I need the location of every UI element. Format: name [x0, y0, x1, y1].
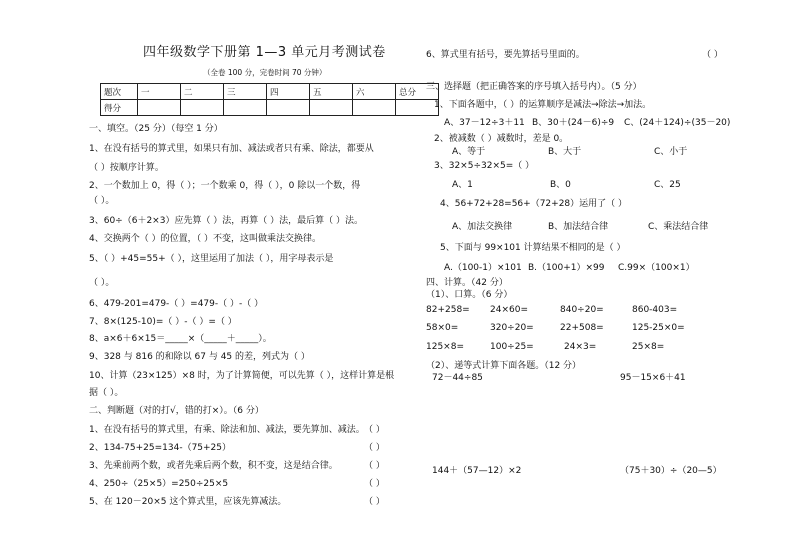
question-text: 6、479-201=479-（ ）=479-（ ）-（ ） — [89, 299, 264, 309]
score-input-cell[interactable] — [353, 100, 396, 116]
option-text: C、(24＋124)÷(35－20) — [624, 118, 731, 128]
answer-paren[interactable]: （ ） — [364, 461, 385, 471]
question-text: （ ）。 — [89, 278, 115, 288]
table-cell: 四 — [267, 84, 310, 100]
oral-item: 320÷20= — [490, 323, 534, 333]
page-title: 四年级数学下册第 1—3 单元月考测试卷 — [143, 45, 386, 60]
question-text: 5、下面与 99×101 计算结果不相同的是（ ） — [440, 243, 626, 253]
option-text: B、30＋(24－6)÷9 — [532, 118, 615, 128]
question-text: 5、在 120－20×5 这个算式里，应该先算减法。 — [89, 497, 287, 507]
step-problem: 144＋（57—12）×2 — [432, 466, 522, 476]
answer-paren[interactable]: （ ） — [364, 479, 385, 489]
question-text: 4、250÷（25×5）=250÷25×5 — [89, 479, 229, 489]
question-text: 1、在没有括号的算式里，如果只有加、减法或者只有乘、除法，都要从 — [89, 144, 374, 154]
option-text: B.（100+1）×99 — [528, 263, 605, 273]
oral-item: 25×8= — [632, 342, 665, 352]
oral-item: 82+258= — [426, 305, 470, 315]
score-input-cell[interactable] — [396, 100, 439, 116]
score-input-cell[interactable] — [181, 100, 224, 116]
option-text: A、1 — [452, 180, 473, 190]
option-text: A、37－12÷3＋11 — [444, 118, 525, 128]
option-text: B、0 — [550, 180, 571, 190]
section-heading: 二、判断题（对的打√，错的打×）。（6 分） — [89, 406, 264, 416]
question-text: （ ）。 — [89, 196, 115, 206]
score-table-header-row — [101, 84, 439, 100]
question-text: 2、一个数加上 0，得（ ）；一个数乘 0，得（ ），0 除以一个数，得 — [89, 181, 361, 191]
question-text: 3、32×5÷32×5=（ ） — [434, 161, 535, 171]
option-text: C.99×（100×1） — [618, 263, 695, 273]
answer-paren[interactable]: （ ） — [364, 443, 385, 453]
oral-item: 125-25×0= — [632, 323, 685, 333]
score-input-cell[interactable] — [267, 100, 310, 116]
question-text: 4、56+72+28=56+（72+28）运用了（ ） — [440, 199, 628, 209]
answer-paren[interactable]: （ ） — [702, 50, 723, 60]
question-text: 4、交换两个（ ）的位置，（ ）不变，这叫做乘法交换律。 — [89, 234, 321, 244]
oral-item: 100÷25= — [490, 342, 534, 352]
oral-item: 22+508= — [560, 323, 604, 333]
oral-item: 58×0= — [426, 323, 459, 333]
section-heading: 四、计算。（42 分） — [426, 278, 508, 288]
section-heading: 三、选择题（把正确答案的序号填入括号内）。（5 分） — [426, 82, 642, 92]
oral-item: 860-403= — [632, 305, 678, 315]
score-input-cell[interactable] — [310, 100, 353, 116]
question-text: 据（ ）。 — [89, 388, 124, 398]
question-text: 5、（ ）+45=55+（ ），这里运用了加法（ ），用字母表示是 — [89, 254, 334, 264]
option-text: B、加法结合律 — [548, 222, 609, 232]
question-text: 6、算式里有括号，要先算括号里面的。 — [426, 50, 585, 60]
question-text: 10、计算（23×125）×8 时，为了计算简便，可以先算（ ），这样计算是根 — [89, 371, 395, 381]
question-text: （ ）按顺序计算。 — [89, 163, 164, 173]
option-text: C、乘法结合律 — [648, 222, 709, 232]
score-table — [100, 83, 439, 116]
question-text: 2、被减数（ ）减数时，差是 0。 — [434, 134, 569, 144]
question-text: 3、60÷（6＋2×3）应先算（ ）法，再算（ ）法，最后算（ ）法。 — [89, 216, 364, 226]
score-input-cell[interactable] — [138, 100, 181, 116]
oral-item: 24×60= — [490, 305, 528, 315]
table-cell: 二 — [181, 84, 224, 100]
oral-item: 125×8= — [426, 342, 464, 352]
question-text: 2、134-75+25=134-（75+25） — [89, 443, 232, 453]
answer-paren[interactable]: （ ） — [364, 425, 385, 435]
option-text: A、等于 — [452, 147, 486, 157]
table-cell: 六 — [353, 84, 396, 100]
score-table-score-row — [101, 100, 439, 116]
page-subtitle: （全卷 100 分，完卷时间 70 分钟） — [203, 68, 327, 77]
score-input-cell[interactable] — [224, 100, 267, 116]
option-text: B、大于 — [548, 147, 582, 157]
question-text: 7、8×(125-10)=（ ）-（ ）=（ ） — [89, 317, 237, 327]
table-cell: 一 — [138, 84, 181, 100]
question-text: 3、先乘前两个数，或者先乘后两个数，积不变，这是结合律。 — [89, 461, 338, 471]
table-cell: 题次 — [101, 84, 138, 100]
step-problem: （75＋30）÷（20—5） — [620, 466, 722, 476]
table-cell: 三 — [224, 84, 267, 100]
option-text: A、加法交换律 — [452, 222, 513, 232]
question-text: 1、下面各题中，（ ）的运算顺序是减法→除法→加法。 — [434, 100, 652, 110]
question-text: 1、在没有括号的算式里，有乘、除法和加、减法，要先算加、减法。 — [89, 425, 365, 435]
question-text: 9、328 与 816 的和除以 67 与 45 的差，列式为（ ） — [89, 352, 310, 362]
section-heading: 一、填空。（25 分）（每空 1 分） — [89, 124, 223, 134]
table-cell: 五 — [310, 84, 353, 100]
table-cell: 得分 — [101, 100, 138, 116]
subsection-heading: （1）、口算。（6 分） — [426, 290, 513, 300]
oral-item: 840÷20= — [560, 305, 604, 315]
question-text: 8、a×6＋6×15＝_____×（_____＋_____）。 — [89, 334, 272, 344]
step-problem: 72－44÷85 — [432, 373, 483, 383]
subsection-heading: （2）、递等式计算下面各题。（12 分） — [426, 361, 582, 371]
option-text: C、25 — [654, 180, 681, 190]
table-cell: 总分 — [396, 84, 439, 100]
option-text: C、小于 — [654, 147, 688, 157]
oral-item: 24×3= — [564, 342, 597, 352]
option-text: A.（100-1）×101 — [444, 263, 522, 273]
step-problem: 95－15×6＋41 — [620, 373, 686, 383]
answer-paren[interactable]: （ ） — [364, 497, 385, 507]
